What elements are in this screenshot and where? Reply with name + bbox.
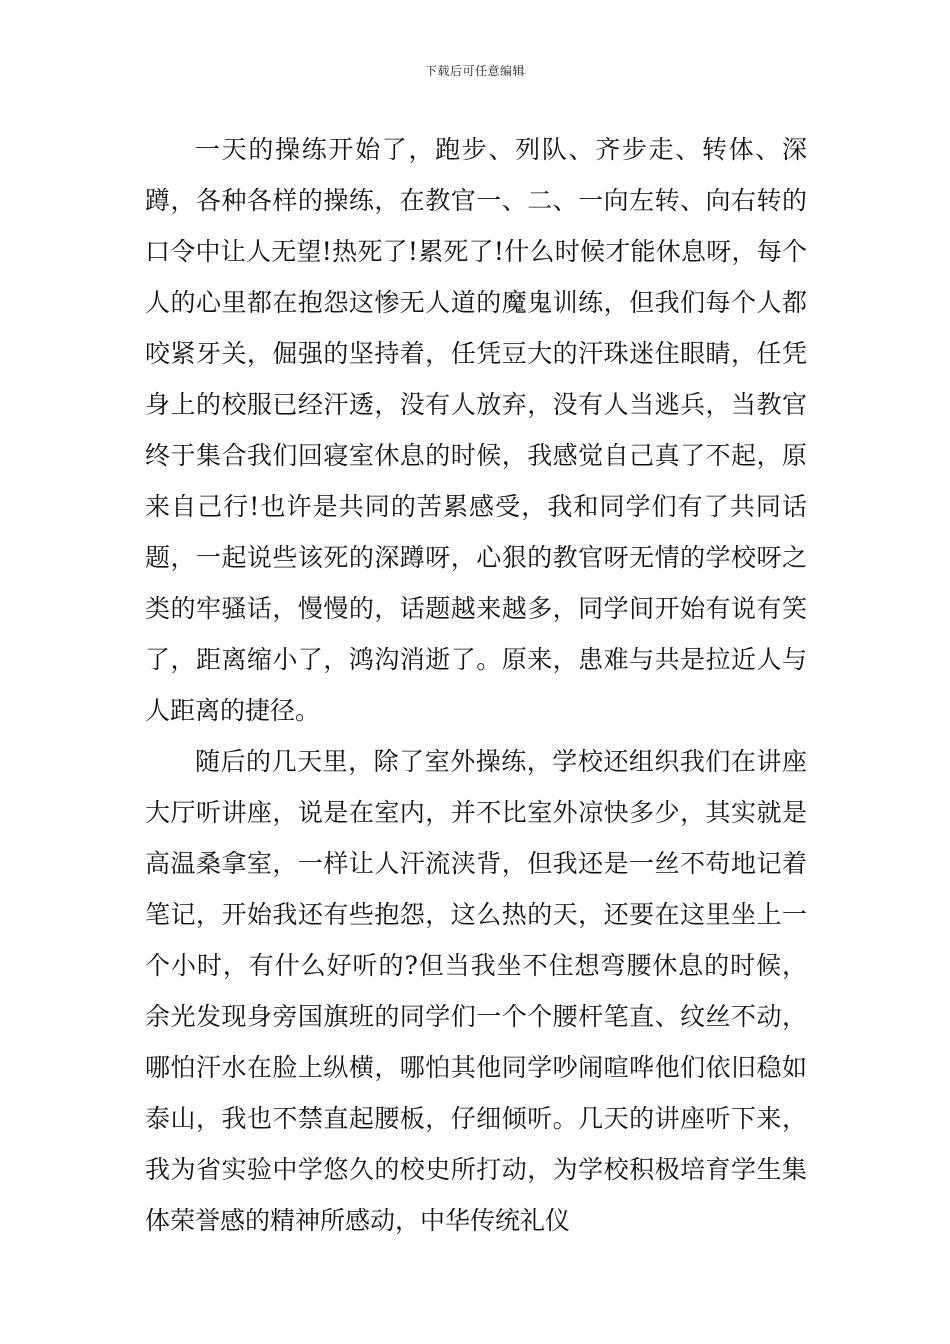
page-header: 下载后可任意编辑 xyxy=(424,64,525,78)
paragraph: 随后的几天里，除了室外操练，学校还组织我们在讲座大厅听讲座，说是在室内，并不比室外凉快多少，其实就是高温桑拿室，一样让人汗流浃背，但我还是一丝不苟地记着笔记，开始我还有些抱怨，这么热的天，还要在这里坐上一个小时，有什么好听的?但当我坐不住想弯腰休息的时候，余光发现身旁国旗班的同学们一个个腰杆笔直、纹丝不动，哪怕汗水在脸上纵横，哪怕其他同学吵闹喧哗他们依旧稳如泰山，我也不禁直起腰板，仔细倾听。几天的讲座听下来，我为省实验中学悠久的校史所打动，为学校积极培育学生集体荣誉感的精神所感动，中华传统礼仪 xyxy=(145,747,807,1235)
paragraph: 一天的操练开始了，跑步、列队、齐步走、转体、深蹲，各种各样的操练，在教官一、二、一向左转、向右转的口令中让人无望!热死了!累死了!什么时候才能休息呀，每个人的心里都在抱怨这惨无人道的魔鬼训练，但我们每个人都咬紧牙关，倔强的坚持着，任凭豆大的汗珠迷住眼睛，任凭身上的校服已经汗透，没有人放弃，没有人当逃兵，当教官终于集合我们回寝室休息的时候，我感觉自己真了不起，原来自己行!也许是共同的苦累感受，我和同学们有了共同话题，一起说些该死的深蹲呀，心狠的教官呀无情的学校呀之类的牢骚话，慢慢的，话题越来越多，同学间开始有说有笑了，距离缩小了，鸿沟消逝了。原来，患难与共是拉近人与人距离的捷径。 xyxy=(145,135,807,725)
document-body xyxy=(145,124,807,1246)
